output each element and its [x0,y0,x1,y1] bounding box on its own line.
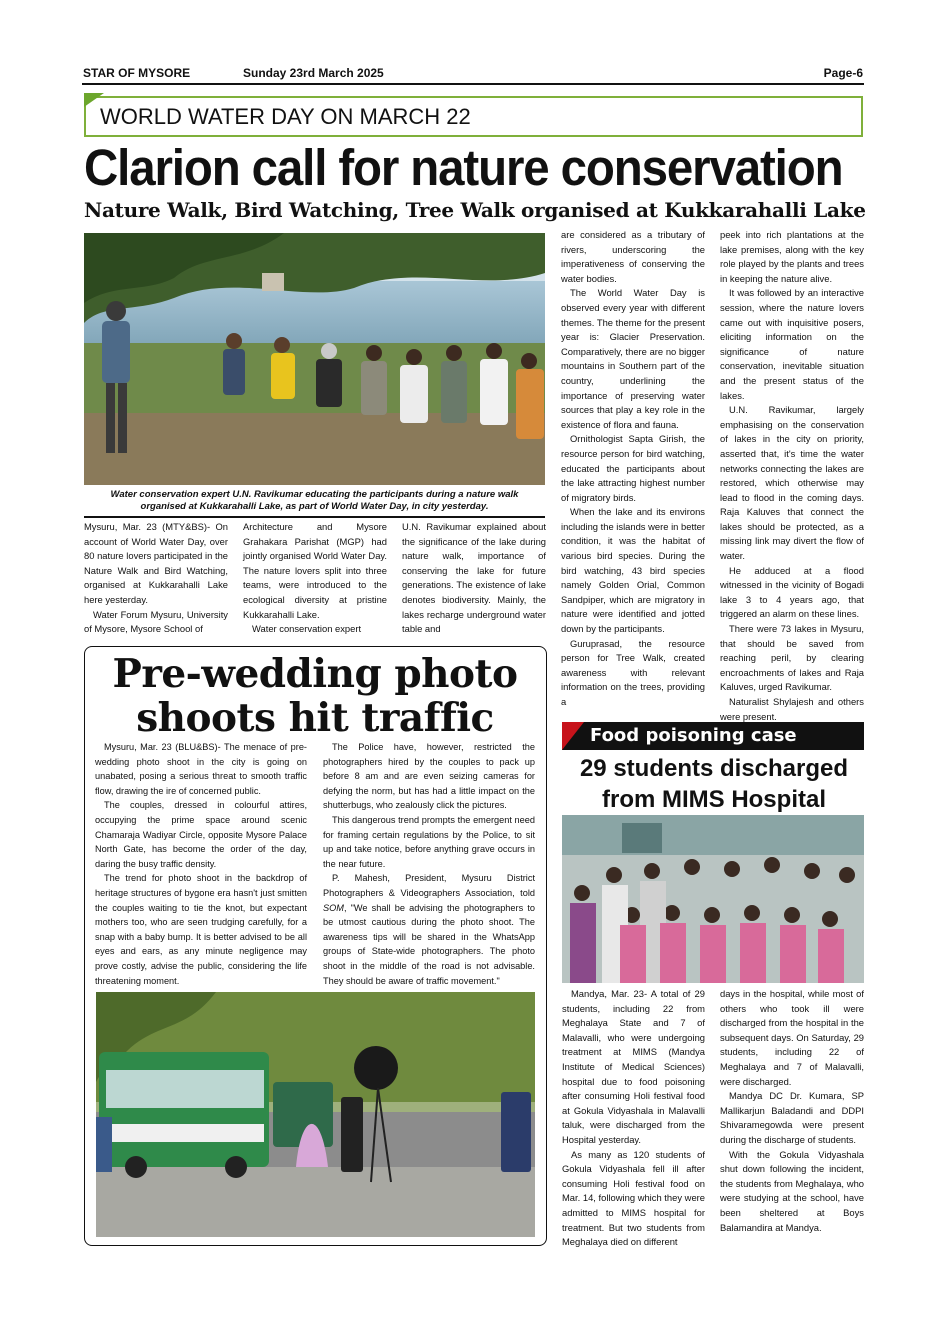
text-run: , "We shall be advising the photographers to be utmost cautious during the photo shoot. The awareness tips will be shared in the WhatsApp groups of State-wide photographers. The photo shoot in the middle of the road is not advisable. They should be aware of traffic movement." [323,902,535,986]
paragraph: Mandya, Mar. 23- A total of 29 students, including 22 from Meghalaya State and 7 of Malavalli, who were undergoing treatment at MIMS (Mandya Institute of Medical Sciences) hospital due to food poisoning after consuming Holi festival food at Gokula Vidyashala in Malavalli taluk, were discharged from the Hospital yesterday. [562,988,705,1145]
paragraph: Water Forum Mysuru, University of Mysore, Mysore School of [84,608,228,635]
paper-abbrev: SOM [323,902,344,913]
food-kicker-text: Food poisoning case [590,725,797,746]
main-subhead: Nature Walk, Bird Watching, Tree Walk organised at Kukkarahalli Lake [84,198,866,222]
paragraph: The couples, dressed in colourful attires, occupying the prime space around scenic Chamaraja Wadiyar Circle, opposite Mysore Palace North Gate, has become the order of the day, daring the busy traffic density. [95,800,307,869]
header-rule [82,83,864,85]
paragraph: Mysuru, Mar. 23 (BLU&BS)- The menace of pre-wedding photo shoot in the city is going on unabated, posing a serious threat to smooth traffic flow, drawing the ire of concerned public. [95,742,307,796]
paragraph: Architecture and Mysore Grahakara Parishat (MGP) had jointly organised World Water Day. The nature lovers split into three teams, were introduced to the ecological diversity at pristine Kukkarahalli Lake. [243,521,387,620]
food-col-1 [562,987,705,1250]
wedding-headline-line-1: Pre-wedding photo [112,651,518,697]
paragraph: Mysuru, Mar. 23 (MTY&BS)- On account of World Water Day, over 80 nature lovers participated in the Nature Walk and Bird Watching, organised at Kukkarahalli Lake here yesterday. [84,521,228,605]
paragraph: U.N. Ravikumar, largely emphasising on the conservation of lakes in the city on priority, asserted that, it's time the water networks connecting the lakes are restored, which otherwise may lead to flood in the coming days. Raja Kaluves that connect the lakes should be protected, as a missing link may divert the flow of water. [720,404,864,562]
photo-shoot-photo [96,992,535,1237]
issue-date: Sunday 23rd March 2025 [243,66,384,80]
paragraph: He adduced at a flood witnessed in the vicinity of Bogadi lake 3 to 4 years ago, that triggered an alarm on these lines. [720,564,864,620]
paragraph: are considered as a tributary of rivers, underscoring the imperativeness of conserving the water bodies. [561,229,705,284]
photo-caption [84,489,545,513]
paragraph: When the lake and its environs including the islands were in better condition, it was the habitat of various bird species. During the bird watching, 43 bird species namely Golden Orial, Common Sandpiper, which are migratory in nature were identified and jotted down by the participants. [561,506,705,635]
paper-name: STAR OF MYSORE [83,66,191,80]
water-col-5 [720,228,864,724]
paragraph: As many as 120 students of Gokula Vidyashala fell ill after consuming Holi festival food on Mar. 14, following which they were admitted to MIMS hospital for treatment. But two students from Meghalaya died on different [562,1148,705,1248]
kicker-text: WORLD WATER DAY ON MARCH 22 [100,104,471,129]
paragraph: peek into rich plantations at the lake premises, along with the key role played by the plants and trees in keeping the nature alive. [720,229,864,284]
paragraph: days in the hospital, while most of others who took ill were discharged from the hospital in the subsequent days. On Saturday, 29 students, including 22 of Meghalaya and 7 of Malavalli, were discharged. [720,988,864,1087]
paragraph: There were 73 lakes in Mysuru, that should be saved from reaching peril, by clearing encroachments of lakes and Raja Kaluves, urged Ravikumar. [720,623,864,693]
paragraph [323,871,535,988]
paragraph: It was followed by an interactive session, where the nature lovers came out with inquisitive posers, eliciting information on the significance of nature conservation, inevitable situation and the present status of the lakes. [720,287,864,401]
caption-rule [84,516,545,518]
wedding-col-1 [95,740,307,988]
water-col-4 [561,228,705,710]
paragraph: The World Water Day is observed every year with different themes. The theme for the present year is: Glacier Preservation. Comparatively, there are no bigger mountains in Southern part of the country, underlining the importance of preserving water sources that play a key role in the existence of flora and fauna. [561,287,705,430]
water-col-3 [402,520,546,637]
paragraph: U.N. Ravikumar explained about the significance of the lake during nature walk, importance of conserving the lake for future generations. The existence of lake denotes biodiversity. Mainly, the lakes recharge underground water table and [402,521,546,635]
paragraph: The trend for photo shoot in the backdrop of heritage structures of bygone era hasn't just smitten the couples waiting to tie the knot, but expectant mothers too, who are seen trudging carefully, for a snap with a baby bump. It is better advised to be all eyes and ears, as any minute negligence may prove costly, advise the public, considering the life threatening moment. [95,873,307,986]
food-headline-line-1: 29 students discharged [579,755,849,782]
paragraph: Naturalist Shylajesh and others were present. [720,696,864,722]
paragraph: Mandya DC Dr. Kumara, SP Mallikarjun Baladandi and DDPI Shivaramegowda were present during the discharge of students. [720,1090,864,1145]
food-col-2 [720,987,864,1235]
paragraph: Water conservation expert [252,623,362,635]
water-col-2 [243,520,387,637]
text-run: P. Mahesh, President, Mysuru District Photographers & Videographers Association, told [323,873,535,898]
main-headline: Clarion call for nature conservation [84,139,843,196]
caption-line-1: Water conservation expert U.N. Ravikumar educating the participants during a nature walk [110,489,519,500]
students-photo [562,815,864,983]
wedding-col-2 [323,740,535,988]
paragraph: With the Gokula Vidyashala shut down following the incident, the students from Meghalaya, who were studying at the school, have been sheltered at Boys Balamandira at Mandya. [720,1148,864,1233]
food-headline [556,753,872,815]
wedding-headline-line-2: shoots hit traffic [136,695,494,741]
wedding-headline [90,652,540,740]
paragraph: Guruprasad, the resource person for Tree Walk, created awareness with relevant information on the trees, providing a [561,637,705,707]
paragraph: This dangerous trend prompts the emergent need for framing certain regulations by the Police, to sit up and take notice, before anything grave occurs in the near future. [323,814,535,869]
paragraph: The Police have, however, restricted the photographers hired by the couples to pack up before 8 am and are even seizing cameras for defying the norm, but has had a little impact on the shutterbugs, who zealously click the pictures. [323,742,535,811]
water-col-1 [84,520,228,637]
page-number: Page-6 [823,66,863,80]
food-headline-line-2: from MIMS Hospital [601,786,826,813]
paragraph: Ornithologist Sapta Girish, the resource person for bird watching, educated the participants about the lake attracting highest number of migratory birds. [561,433,705,503]
caption-line-2: organised at Kukkarahalli Lake, as part of World Water Day, in city yesterday. [140,501,489,512]
nature-walk-photo [84,233,545,485]
